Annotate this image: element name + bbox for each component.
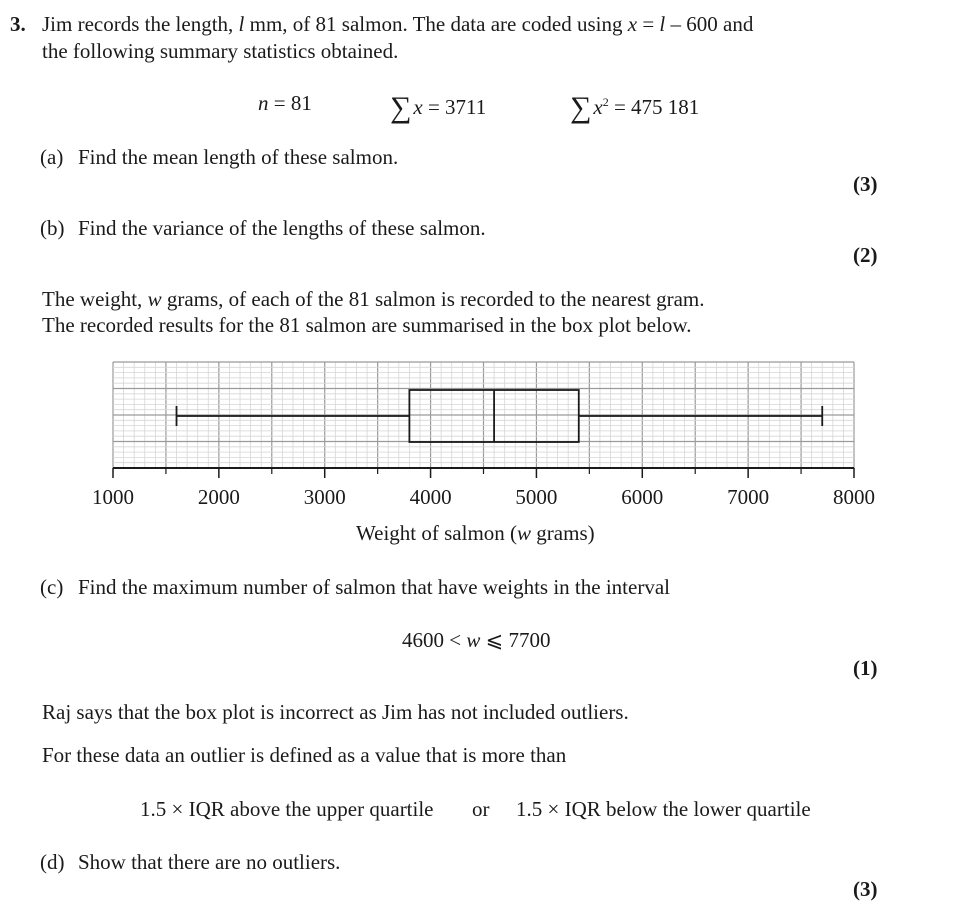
outlier-rule-upper: 1.5 × IQR above the upper quartile	[140, 797, 434, 821]
part-a-label: (a)	[40, 145, 64, 169]
x-axis-label: Weight of salmon (w grams)	[356, 521, 595, 545]
part-c-marks: (1)	[853, 656, 878, 680]
raj-line-1: Raj says that the box plot is incorrect as Jim has not included outliers.	[42, 700, 629, 724]
x-axis-tick-label: 6000	[621, 485, 664, 509]
sigma-symbol: ∑	[570, 91, 592, 124]
weight-line-1: The weight, w grams, of each of the 81 salmon is recorded to the nearest gram.	[42, 287, 705, 311]
part-d-label: (d)	[40, 850, 65, 874]
outlier-rule-lower: 1.5 × IQR below the lower quartile	[516, 797, 811, 821]
box-plot-marks	[177, 390, 823, 442]
part-c-text: Find the maximum number of salmon that have weights in the interval	[78, 575, 670, 599]
sigma-symbol: ∑	[390, 91, 412, 124]
part-c-label: (c)	[40, 575, 64, 599]
x-axis-tick-label: 3000	[303, 485, 346, 509]
part-b-text: Find the variance of the lengths of these salmon.	[78, 216, 486, 240]
x-axis-tick-label: 2000	[197, 485, 240, 509]
intro-line-1: Jim records the length, l mm, of 81 salmon. The data are coded using x = l – 600 and	[42, 12, 754, 36]
x-axis-tick-label: 8000	[833, 485, 875, 509]
part-a-text: Find the mean length of these salmon.	[78, 145, 399, 169]
x-axis-tick-label: 1000	[92, 485, 134, 509]
stat-sum-x: ∑x = 3711	[390, 91, 487, 124]
stat-n: n = 81	[258, 91, 312, 115]
x-axis	[92, 468, 875, 509]
outlier-rule-or: or	[472, 797, 490, 821]
part-c-inequality: 4600 < w ⩽ 7700	[402, 628, 551, 652]
part-d-text: Show that there are no outliers.	[78, 850, 341, 874]
raj-line-2: For these data an outlier is defined as a value that is more than	[42, 743, 567, 767]
part-b-marks: (2)	[853, 243, 878, 267]
weight-line-2: The recorded results for the 81 salmon are summarised in the box plot below.	[42, 313, 692, 337]
x-axis-tick-label: 4000	[409, 485, 452, 509]
intro-line-2: the following summary statistics obtained.	[42, 39, 399, 63]
stat-sum-x-squared: $\sum x^2 = 475$ 181	[570, 91, 700, 124]
part-b-label: (b)	[40, 216, 65, 240]
x-axis-tick-label: 7000	[727, 485, 770, 509]
part-d-marks: (3)	[853, 877, 878, 901]
question-number: 3.	[10, 12, 26, 36]
grid	[113, 362, 854, 468]
x-axis-tick-label: 5000	[515, 485, 558, 509]
part-a-marks: (3)	[853, 172, 878, 196]
